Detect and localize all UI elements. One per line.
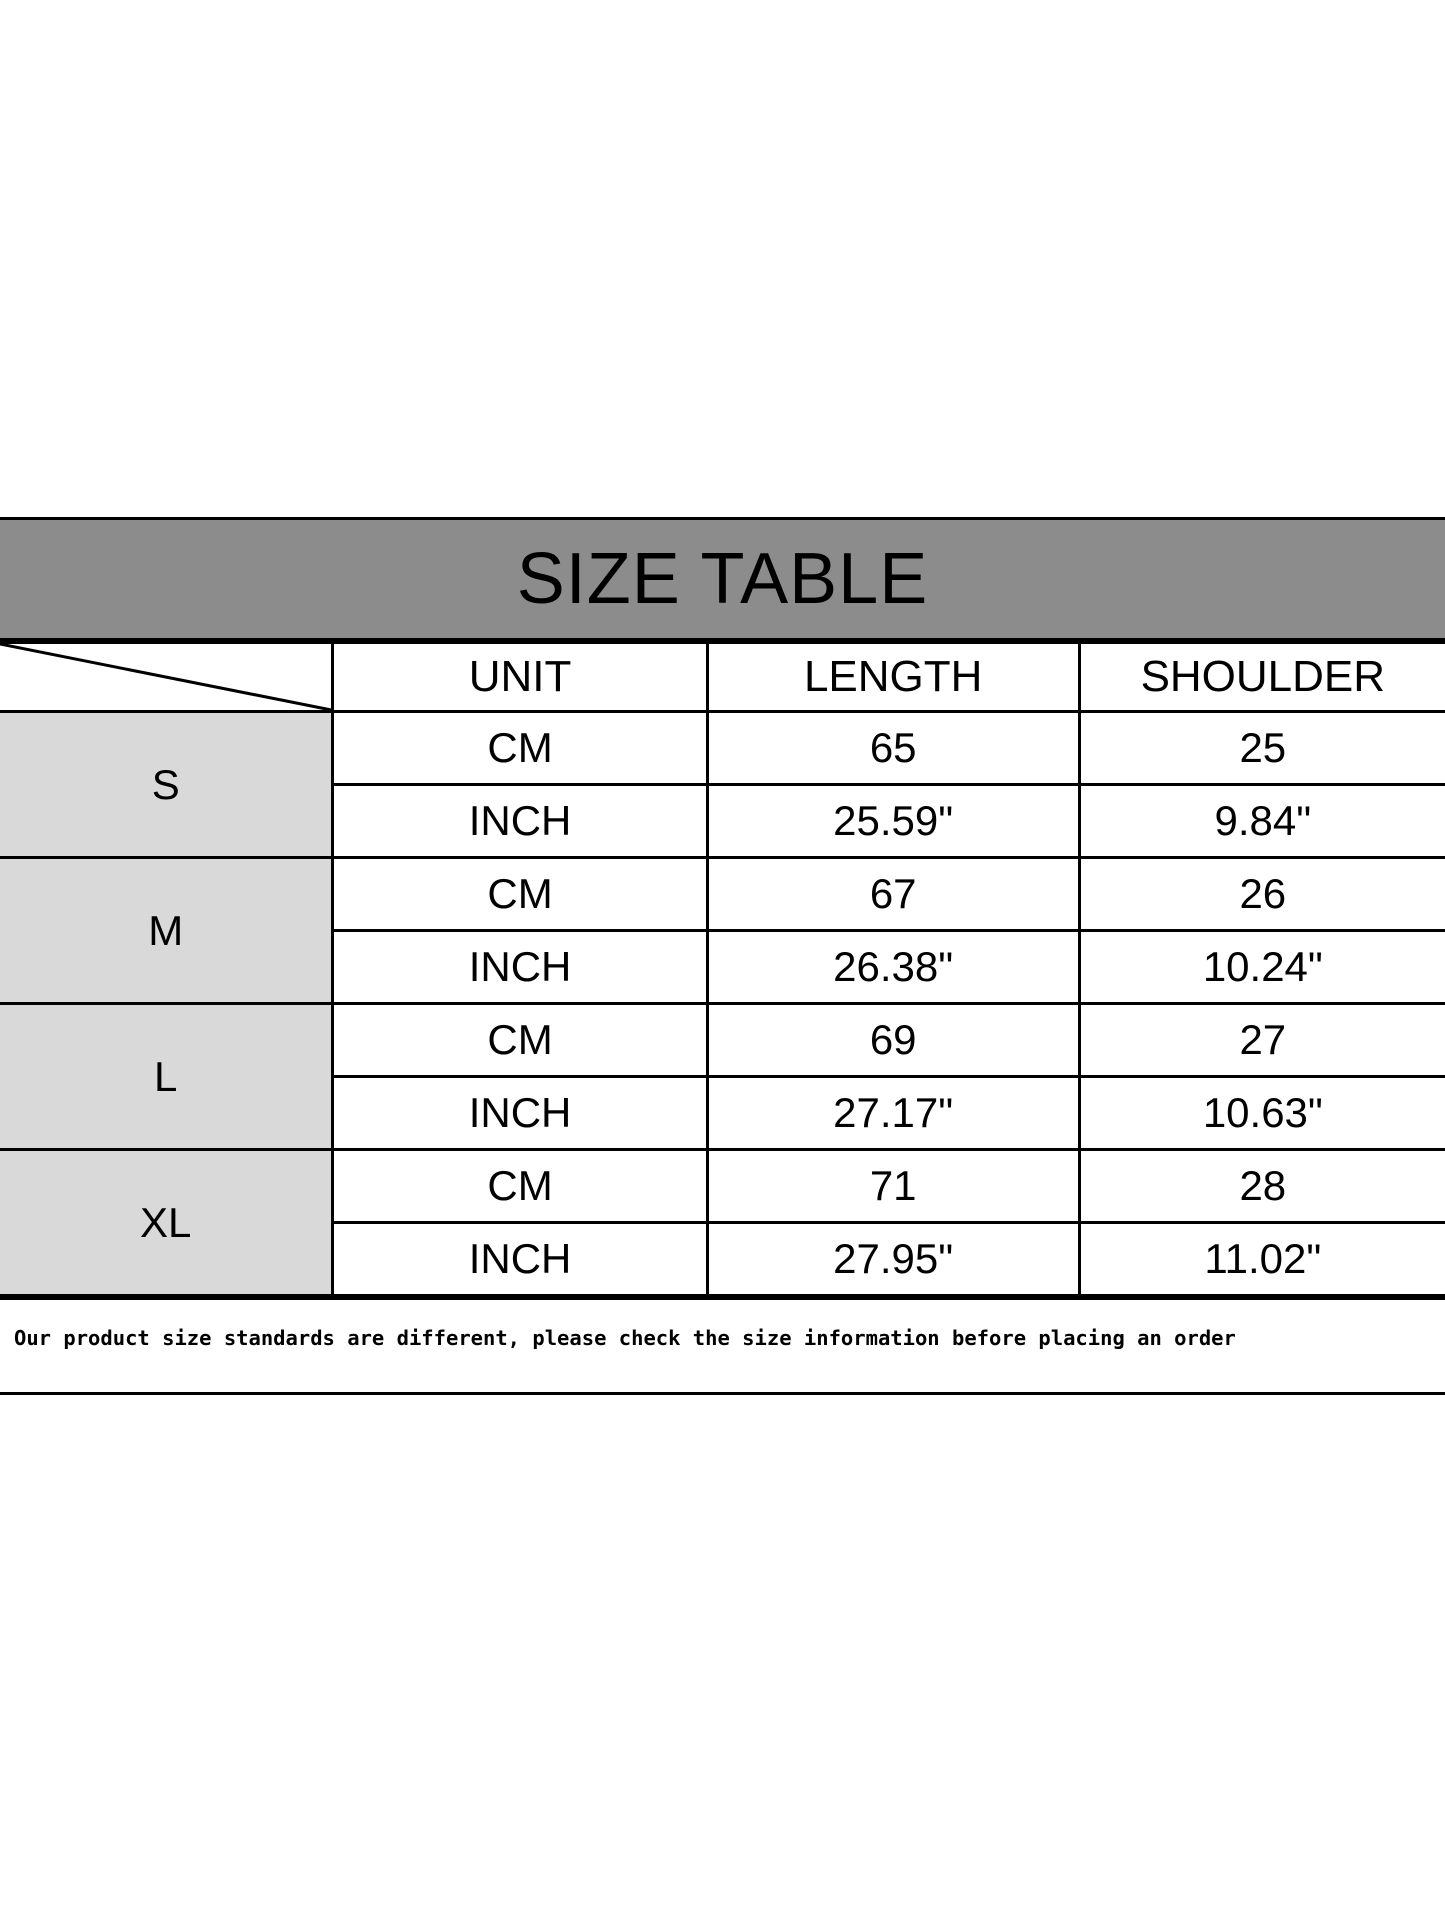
size-label-m: M: [0, 858, 333, 1004]
size-label-l: L: [0, 1004, 333, 1150]
shoulder-inch-xl: 11.02": [1079, 1223, 1445, 1296]
unit-cm-l: CM: [333, 1004, 707, 1077]
unit-inch-xl: INCH: [333, 1223, 707, 1296]
unit-cm-m: CM: [333, 858, 707, 931]
length-inch-xl: 27.95": [707, 1223, 1079, 1296]
shoulder-cm-s: 25: [1079, 712, 1445, 785]
size-table-block: [0, 517, 1445, 1395]
column-header-length: LENGTH: [707, 643, 1079, 712]
size-table: [0, 641, 1445, 1297]
shoulder-cm-m: 26: [1079, 858, 1445, 931]
unit-cm-xl: CM: [333, 1150, 707, 1223]
page-title: SIZE TABLE: [516, 539, 929, 619]
shoulder-cm-xl: 28: [1079, 1150, 1445, 1223]
shoulder-inch-s: 9.84": [1079, 785, 1445, 858]
table-row: [0, 1004, 1445, 1077]
unit-inch-l: INCH: [333, 1077, 707, 1150]
length-inch-l: 27.17": [707, 1077, 1079, 1150]
size-note-text: Our product size standards are different, please check the size information before placing an order: [0, 1297, 1445, 1392]
unit-cm-s: CM: [333, 712, 707, 785]
column-header-shoulder: SHOULDER: [1079, 643, 1445, 712]
length-cm-l: 69: [707, 1004, 1079, 1077]
shoulder-inch-m: 10.24": [1079, 931, 1445, 1004]
size-label-s: S: [0, 712, 333, 858]
length-inch-m: 26.38": [707, 931, 1079, 1004]
length-cm-s: 65: [707, 712, 1079, 785]
unit-inch-s: INCH: [333, 785, 707, 858]
table-row: [0, 858, 1445, 931]
length-cm-xl: 71: [707, 1150, 1079, 1223]
table-header-row: [0, 643, 1445, 712]
size-label-xl: XL: [0, 1150, 333, 1296]
diagonal-corner-icon: [0, 643, 333, 712]
unit-inch-m: INCH: [333, 931, 707, 1004]
length-inch-s: 25.59": [707, 785, 1079, 858]
size-table-title-bar: [0, 520, 1445, 641]
table-row: [0, 1150, 1445, 1223]
column-header-unit: UNIT: [333, 643, 707, 712]
length-cm-m: 67: [707, 858, 1079, 931]
table-row: [0, 712, 1445, 785]
shoulder-cm-l: 27: [1079, 1004, 1445, 1077]
shoulder-inch-l: 10.63": [1079, 1077, 1445, 1150]
